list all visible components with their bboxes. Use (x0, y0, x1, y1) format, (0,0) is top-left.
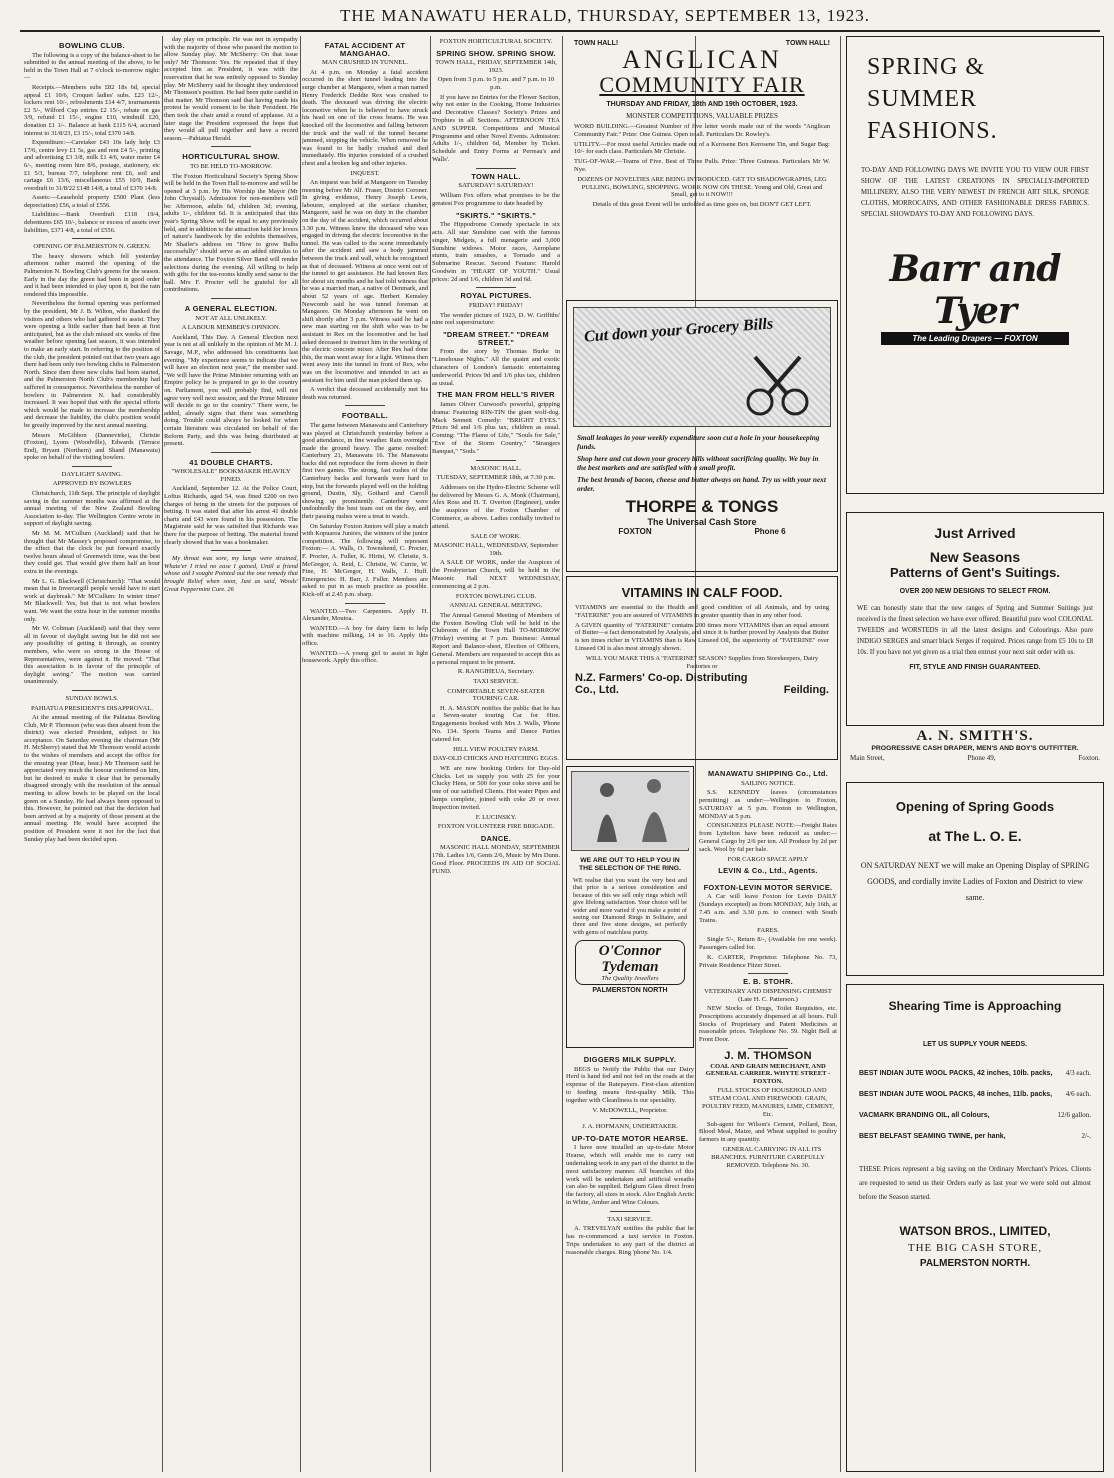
diggers-heading: DIGGERS MILK SUPPLY. (583, 1055, 677, 1064)
column-1 (24, 36, 160, 1472)
football-heading: FOOTBALL. (341, 411, 389, 421)
poultry-farm-heading: HILL VIEW POULTRY FARM. (453, 745, 539, 753)
fair-dates: THURSDAY AND FRIDAY, 18th AND 19th OCTOBER, 1923. (606, 101, 798, 108)
watson-tag: THE BIG CASH STORE, (907, 1242, 1043, 1254)
barr-tyer-tag: The Leading Drapers — FOXTON (881, 332, 1069, 345)
article-paragraph: Mr M. M. M'Cullum (Auckland) said that he thought that Mr Massey's proposed compromise, to the effect that the clock be put forward exactly twelve hours ahead of Greenwich time, was the best they could get. That would give them half an hour extra in the evenings. (24, 530, 160, 575)
notice-paragraph: The Annual General Meeting of Members of the Foxton Bowling Club will be held in the Clubroom of the Town Hall TO-MORROW (Friday) evening at 7 p.m. Business: Annual Report and Balance-sheet, Election of Officers, General. Members are requested to accept this as a personal request to be present. (432, 611, 560, 666)
column-3 (302, 36, 428, 1472)
royal-pictures-heading: ROYAL PICTURES. (460, 291, 532, 301)
town-hall-heading: TOWN HALL. (471, 171, 521, 181)
divider (610, 1118, 650, 1119)
article-paragraph: Auckland, September 12. At the Police Court, Loftus Richards, aged 54, was fined £200 on two charges of being in the streets for the purposes of betting. It was stated that after his arrest 41 double charts and £43 were found in his possession. The Magistrate said he was satisfied that Richards was there for the purpose of betting. The material found clearly showed that he was a bookmaker. (164, 485, 298, 546)
notice-paragraph: BEGS to Notify the Public that our Dairy Herd is hand fed and not fed on the roads at the expense of the Ratepayers. First-class attention to feeding means first-quality Milk. This together with Cleanliness is our speciality. (566, 1065, 694, 1104)
thorpe-line: Shop here and cut down your grocery bills without sacrificing quality. We buy in the best markets and are satisfied with a small profit. (577, 454, 819, 472)
article-paragraph: day play on principle. He was not in sympathy with the majority of those who passed the motion to allow Sunday play. Mr McSherry: On that issue only? Mr Thomson: Yes. He repeated that if they accepted him as President, it was with the reservation that he was entirely opposed to Sunday play. Mr McSherry said he thought they understood Mr Thomson's position. He had been quite candid in that matter. Mr Thomson said that having made his protest he would consent to be their President. He then took the chair amid a round of applause. At a later stage the President expressed the hope that they would all pull together and have a record season.—Pahiatua Herald. (164, 36, 298, 142)
loe-line2: at The L. O. E. (928, 828, 1022, 844)
price-row (859, 1066, 1091, 1081)
taxi-heading: TAXI SERVICE. (607, 1215, 653, 1223)
stohr-subheading: VETERINARY AND DISPENSING CHEMIST (Late H. C. Patterson.) (704, 987, 832, 1003)
article-paragraph: Receipts.—Members subs £82 18s 6d, special appeal £1 10/6, Croquet ladies' subs. £23 12/-, lockers rent 10/-, refreshments £14 4/7, tournaments £2 5/-, Wilford Cup entries £2 15/-, rebate on gas 3/9, refund £1 15/-, engine £10, windmill £20, donation £1 1/-. Balance at bank £115 6/4, accrued interest to 31/8/23, £3 15/-, total £370 14/8. (24, 83, 160, 137)
divider (72, 690, 112, 691)
grocery-banner: Cut down your Grocery Bills (583, 315, 774, 346)
election-subheading-2: A LABOUR MEMBER'S OPINION. (181, 324, 281, 332)
article-paragraph: Christchurch, 11th Sept. The principle of daylight saving in the summer months was affirmed at the annual meeting of the New Zealand Bowling Association to-day. The Wellington Centre wrote in support of daylight saving. (24, 490, 160, 528)
dance-heading: DANCE. (480, 833, 512, 843)
divider (72, 466, 112, 467)
article-paragraph: An inquest was held at Mangaore on Tuesday morning before Mr Alf. Fraser, District Coroner. In giving evidence, Henry Joseph Lewis, labourer, employed at the surface chamber, Mangaore, said he was on duty in the chamber on the day of the accident, which occurred about 3.30 p.m. Witness knew the deceased who was engaged in driving the electric locomotive in the tunnel. He was called to the scene immediately after the accident and saw a body jammed between the truck and wall, which he recognised as that of deceased. Witness at once went out of the tunnel to get assistance. He had known Rex for about six months and he had told witness that he was a married man, a native of Denmark, and about 52 years of age. Herbert Kemsley Newcomb said he was tunnel foreman at Mangaore. On Monday afternoon he went on shift shortly after 3 p.m. Witness said he had a new man starting on the shift who was to be assistant to Rex on the locomotive and he had asked deceased to instruct him in the working of the electric concrete mixer. After Rex had done this, the man went away for a light. Witness then went away into the tunnel in front of Rex, who was on the locomotive and intended to act as assistant for him until the man picked them up. (302, 179, 428, 384)
signature: R. RANGIHEUA, Secretary. (457, 668, 535, 676)
fair-title-line2: COMMUNITY FAIR (599, 72, 805, 97)
price-row (859, 1108, 1091, 1123)
feilding-label: Feilding. (783, 684, 829, 697)
election-heading: A GENERAL ELECTION. (184, 304, 278, 313)
taxi-service-subheading: COMFORTABLE SEVEN-SEATER TOURING CAR. (447, 687, 545, 703)
article-paragraph: On Saturday Foxton Juniors will play a match with Kopuaroa Juniors, the winners of the junior competition. The following will represent Foxton:— A. Walls, O. Townshend, C. Procter, F. Procter, A. Fuller, K. Hirini, W. Christie, S. McGregor, A. Reid, L. Christie, W. Currie, W. Fine, H. McGregor, H. Walls, J. Huff. Emergencies: H. Barr, J. Fuller. Members are asked to put in as much practice as possible. Kick-off at 2.45 p.m. sharp. (302, 522, 428, 598)
fire-brigade-heading: FOXTON VOLUNTEER FIRE BRIGADE. (437, 823, 555, 831)
smith-paragraph: WE can honestly state that the new ranges of Spring and Summer Suitings just received is the finest selection we have ever offered. Beautiful pure wool COLONIAL TWEEDS and WORSTEDS in all the latest designs and Colourings. Also pure INDIGO SERGES and smart black Serges if required. Prices range from £5 10s to £8 10s. If you have not yet given us a trial then entrust your next suit order with us. (857, 605, 1093, 656)
smith-footer (846, 728, 1104, 778)
notice-paragraph: James Oliver Curwood's powerful, gripping drama: Featuring RIN-TIN the giant wolf-dog. Mack Sennett Comedy: "BRIGHT EYES." Prices 9d and 1/6 plus tax, children as usual. Coming: "The Flame of Life," "Souls for Sale," "Eve of the Storm Country," "Strangers Banquet," "Sods." (432, 401, 560, 455)
notice-paragraph: Single 5/-, Return 8/-, (Available for one week). Passengers called for. (699, 936, 837, 951)
poultry-farm-subheading: DAY-OLD CHICKS AND HATCHING EGGS. (433, 755, 559, 763)
divider (748, 879, 788, 880)
fair-title-line1: ANGLICAN (622, 45, 782, 74)
notice-paragraph: S.S. KENNEDY leaves (circumstances permitting) as under:—Wellington to Foxton, SATURDAY at 5 p.m. Foxton to Wellington, MONDAY at 5 p.m. (699, 789, 837, 820)
article-paragraph: The game between Manawatu and Canterbury was played at Christchurch yesterday before a good attendance, in fine weather. Rain overnight made the ground heavy. The game resulted: Canterbury 21, Manawatu 16. The Manawatu backs did not reproduce the form shown in their first two games. The strong, fast rushes of the Canterbury backs and forwards were hard to stop, but the forwards played well on the holding ground, Dustin, Sly, Gothard and Carroll showing up prominently. Canterbury were undoubtedly the best team out on the day, and their passing rushes were a treat to watch. (302, 421, 428, 521)
right-notices (699, 766, 837, 1472)
election-subheading: NOT AT ALL UNLIKELY. (195, 314, 267, 322)
price-item: BEST INDIAN JUTE WOOL PACKS, 48 inches, 11lb. packs, (859, 1091, 1053, 1098)
column-rule (430, 36, 431, 1472)
taxi-service-heading: TAXI SERVICE. (473, 677, 519, 685)
column-rule (162, 36, 163, 1472)
loe-paragraph: ON SATURDAY NEXT we will make an Opening Display of SPRING GOODS, and cordially invite Ladies of Foxton and District to view same. (860, 861, 1090, 902)
smith-ad (846, 512, 1104, 726)
column-rule (840, 36, 841, 1472)
article-paragraph: Mr W. Coltman (Auckland) said that they were all in favour of daylight saving but he did not see any possibility of getting it through, as country members, who were so strong in the House of Representatives, were against it. He moved: "That this association is in favour of the principle of daylight saving." The motion was carried unanimously. (24, 625, 160, 686)
notice-paragraph: William Fox offers what promises to be the greatest Fox programme to date headed by (432, 191, 560, 207)
fit-style-line: FIT, STYLE AND FINISH GUARANTEED. (909, 664, 1041, 671)
fair-competitions: MONSTER COMPETITIONS, VALUABLE PRIZES (626, 112, 778, 120)
palmerston-heading: OPENING OF PALMERSTON N. GREEN. (33, 243, 151, 251)
smith-town: Foxton. (1078, 754, 1100, 762)
gents-suitings: Patterns of Gent's Suitings. (890, 565, 1060, 580)
needs-line: LET US SUPPLY YOUR NEEDS. (922, 1041, 1028, 1048)
classified-wanted: WANTED.—Two Carpenters. Apply H. Alexander, Moutoa. (302, 607, 428, 623)
smith-tag: PROGRESSIVE CASH DRAPER, MEN'S AND BOY'S OUTFITTER. (871, 745, 1079, 752)
notice-paragraph: From the story by Thomas Burke in "Limehouse Nights." All the quaint and exotic characters of London's fantastic entertaining underworld. Prices 9d and 1/6 plus tax, children as usual. (432, 348, 560, 387)
masthead-rule (20, 30, 1100, 32)
thorpe-line: The best brands of bacon, cheese and butter always on hand. Try us with your next order. (577, 475, 826, 493)
divider (211, 452, 251, 453)
designs-line: OVER 200 NEW DESIGNS TO SELECT FROM. (899, 588, 1051, 595)
town-hall-right: TOWN HALL! (785, 40, 830, 47)
price-value: 4/3 each. (1065, 1069, 1091, 1077)
jewellers-tag: The Quality Jewellers (601, 975, 659, 983)
fair-paragraph: DOZENS OF NOVELTIES ARE BEING INTRODUCED. GET TO SHADOWGRAPHS, LEG PULLING, BOWLING, SHOPPING. WORK NOW ON THESE. Young and Old, Great and Small, get to it NOW!!! (577, 175, 827, 199)
column-4 (432, 36, 560, 1472)
sale-of-work-date: MASONIC HALL, WEDNESDAY, September 19th. (433, 542, 559, 557)
spring-show-heading: SPRING SHOW. SPRING SHOW. (436, 48, 556, 58)
vitamins-paragraph: VITAMINS are essential to the Health and good condition of all Animals, and by using "FATERINE" you are assured of VITAMINS in greater quantity than in any other food. (575, 604, 829, 619)
article-paragraph: The heavy showers which fell yesterday afternoon rather marred the opening of the Palmerston N. Bowling Club's greens for the season. Early in the day the green had been in good order and it had been intended to play upon it, but the rain rendered this impossible. (24, 252, 160, 298)
spring-show-date: TOWN HALL, FRIDAY, SEPTEMBER 14th, 1923. (435, 59, 557, 74)
grocery-illustration (573, 307, 831, 427)
fair-paragraph: WORD BUILDING.—Greatest Number of five letter words made out of the words "Anglican Community Fair." Prize: One Guinea. Open to all. Particulars Dr. Rowley's. (574, 123, 830, 138)
smith-phone: Phone 49, (967, 754, 996, 762)
watson-paragraph: THESE Prices represent a big saving on the Ordinary Merchant's Prices. Clients are requested to send us their Orders early as last year we were sold out almost before the Season started. (859, 1165, 1091, 1201)
divider (476, 168, 516, 169)
hells-river-title: THE MAN FROM HELL'S RIVER (437, 390, 555, 400)
signature: F. LUCINSKY. (475, 813, 517, 821)
notice-paragraph: WE are now booking Orders for Day-old Chicks. Let us supply you with 25 for your Clucky Hens, or 500 for your coke stove and be one of our satisfied Clients. Hot water Pipes and lamps complete, joined with coke 20 or over. Inspection invited. (432, 764, 560, 811)
article-paragraph: Messrs McGibbon (Dannevirke), Christie (Foxton), Lyons (Woodville), Edwards (Terrace End), Bryant (Northern) and Shand (Manawatu) spoke on behalf of the visiting bowlers. (24, 431, 160, 462)
divider (748, 973, 788, 974)
daylight-heading: DAYLIGHT SAVING. (61, 470, 123, 478)
notice-paragraph: The Hippodrome Comedy spectacle in six acts. All star Sunshine cast with the famous singer, Midgets, a full menagerie and 3,000 Sunshine widows. Motor races, Aeroplane stunts, train smashes, a Tornado and a Submarine Rescue. Second Feature: Harold Goodwin in "HEART OF YOUTH." Usual prices: 2d and 1/6, children 3d and 6d. (432, 221, 560, 283)
price-row (859, 1087, 1091, 1102)
ring-paragraph: WE realise that you want the very best and that price is a serious consideration and because of this we sell only rings which will give lifelong satisfaction. Your choice will be wider and more varied if you make a point of seeing our Diamond Rings in Solitaire, and three and five stone designs, set perfectly with gems of matchless purity. (573, 877, 687, 936)
ring-headline: WE ARE OUT TO HELP YOU IN THE SELECTION OF THE RING. (579, 857, 681, 872)
article-paragraph: Liabilities:—Bank Overdraft £118 19/4, debentures £65 10/-, balance or excess of assets over liabilities, £371 4/8, a total of £556. (24, 211, 160, 234)
article-paragraph: Assets:—Leasehold property £500 Plant (less depreciation) £56, a total of £556. (24, 194, 160, 209)
price-item: BEST BELFAST SEAMING TWINE, per hank, (859, 1133, 1006, 1140)
divider (211, 550, 251, 551)
double-charts-subheading: "WHOLESALE" BOOKMAKER HEAVILY FINED. (171, 468, 291, 483)
price-item: VACMARK BRANDING OIL, all Colours, (859, 1112, 990, 1119)
divider (476, 460, 516, 461)
notice-paragraph: FULL STOCKS OF HOUSEHOLD AND STEAM COAL AND FIREWOOD. GRAIN, POULTRY FEED, MANURES, LIME, CEMENT, Etc. (702, 1087, 834, 1118)
notice-paragraph: GENERAL CARRYING IN ALL ITS BRANCHES. FURNITURE CAREFULLY REMOVED. Telephone No. 30. (711, 1146, 825, 1169)
article-paragraph: At 4 p.m. on Monday a fatal accident occurred in the short tunnel leading into the surge chamber at Mangaore, when a man named Henry Frederick Deddie Rex was crushed to death. The deceased was driving the electric locomotive when he is believed to have struck his head on one of the cross beams. He was knocked off the locomotive and falling between the truck and the wall of the tunnel became jammed, stopping the vehicle. When removed he was found to be badly crushed and died immediately. His injuries consisted of a crushed chest and a broken leg and other injuries. (302, 68, 428, 167)
article-paragraph: Expenditure:—Caretaker £43 10s lady help £3 17/6, centre levy £1 5s, gas and rent £4 5/-, printing and advertising £3 3/8, milk £1 4/6, water meter £4 6/-, meeting room hire 8/6, postage, stationery, etc £1 5/3, bureau 7/7, telephone rent £6, soil and cartage £6 13/6, miscellaneous £55 10/9, Bank overdraft to 31/8/22 £148 14/8, a total of £370 14/8. (24, 139, 160, 192)
bowling-club-heading: BOWLING CLUB. (59, 41, 125, 50)
article-paragraph: Nevertheless the formal opening was performed by the president, Mr J. B. Wilton, who thanked the visitors and others who had gathered to assist. They were opening a little earlier than had been at first anticipated, but as the club missed six weeks of fine weather before opening last season, it was intended to make an early start. In referring to the position of the club, the president pointed out that two years ago there had been only two bowling clubs in Palmerston North. Since then three new clubs had been started, and the Palmerston North Club's membership had suffered in consequence. Nevertheless the number of bowlers in Palmerston N. had considerably increased. It was hoped that with the special efforts which would be made to increase the membership and decrease the liability, the club's position would be greatly improved by the next annual meeting. (24, 300, 160, 429)
masonic-hall-heading: MASONIC HALL. (470, 464, 522, 472)
motor-service-heading: FOXTON-LEVIN MOTOR SERVICE. (703, 882, 833, 892)
fashion-line2: SUMMER (867, 86, 978, 112)
shipping-heading: MANAWATU SHIPPING Co., Ltd. (707, 769, 829, 778)
barr-tyer-logo: Barr and Tyer (889, 248, 1061, 332)
friday-label: FRIDAY! FRIDAY! (469, 302, 523, 310)
notice-paragraph: A Car will leave Foxton for Levin DAILY (Sundays excepted) as from MONDAY, July 16th, at 7.45 a.m. and 3.30 p.m. to connect with South Trains. (699, 893, 837, 924)
smith-street: Main Street, (850, 754, 885, 762)
thorpe-town: FOXTON (618, 527, 652, 536)
article-paragraph: Auckland, This Day. A General Election next year is not at all unlikely in the opinion of Mr M. J. Savage, M.P., who addressed his constituents last evening. "My experience seems to indicate that we will have an election next year," the member said. "We will have the Prime Minister returning with an Empire policy he is prepared to go to the country on. Parliament, you will probably find, will not agree very well next session, and the Prime Minister will decide to go to the country." There were, he added, already signs that there was something doing. Trouble could always be looked for when certain literature was circulated on behalf of the Reform Party, and this was being distributed at present. (164, 333, 298, 448)
new-seasons: New Seasons (929, 549, 1021, 565)
foxton-bowling-heading: FOXTON BOWLING CLUB. (455, 592, 537, 600)
cargo-label: FOR CARGO SPACE APPLY (727, 855, 809, 863)
watson-city: PALMERSTON NORTH. (919, 1258, 1031, 1269)
price-value: 12/6 gallon. (1057, 1111, 1091, 1119)
notice-paragraph: CONSIGNEES PLEASE NOTE:—Freight Rates from Lyttelton have been reduced as under:—General Cargo by 2/6 per ton. All Produce by 2d per sack. Wool by 6d per bale. (699, 822, 837, 853)
peppermint-poem: My throat was sore, my lungs were strained, Whate'er I tried no ease I gained, Until a friend whose aid I sought Pointed out the one remedy that brought Relief when soon, Just as said, Woods' Great Peppermint Cure. 26 (164, 555, 298, 593)
watson-name: WATSON BROS., LIMITED, (899, 1224, 1051, 1238)
spring-fashions-ad (846, 36, 1104, 494)
oconnor-tydeman-ad (566, 766, 694, 1048)
shearing-heading: Shearing Time is Approaching (888, 999, 1062, 1013)
watson-ad (846, 984, 1104, 1472)
thorpe-line: Small leakages in your weekly expenditure soon cut a hole in your housekeeping funds. (577, 433, 820, 451)
stohr-heading: E. B. STOHR. (743, 977, 793, 987)
notice-paragraph: If you have no Entries for the Flower Section, why not enter in the Cooking, Home Industries and Decorative Classes? Society's Prizes and Trophies in all Sections. AFTERNOON TEA AND SUPPER. Competitions and Musical Programme and other Novel Events. Admission: Adults 1/-, children 6d, Member by Ticket. Schedule and Entry Forms at Perreau's and Walls'. (432, 93, 560, 163)
levin-agents: LEVIN & Co., Ltd., Agents. (718, 866, 818, 876)
column-rule (300, 36, 301, 1472)
column-rule (562, 36, 563, 1472)
divider (610, 1211, 650, 1212)
notice-paragraph: Addresses on the Hydro-Electric Scheme will be delivered by Messrs G. A. Monk (Chairman), Alex Ross and H. T. Overton (Engineer), under the auspices of the Foxton Chamber of Commerce, as above. Ladies cordially invited to attend. (432, 483, 560, 530)
divider (72, 238, 112, 239)
hofmann-heading: J. A. HOFMANN, UNDERTAKER. (582, 1123, 678, 1131)
price-row (859, 1129, 1091, 1144)
column-2 (164, 36, 298, 1472)
fair-paragraph: UTILITY.—For most useful Articles made out of a Kerosene Box Kerosene Tin, and Sugar Bag: 10/- for each class. Particulars Mr Christie. (574, 140, 830, 156)
signature: V. McDOWELL, Proprietor. (592, 1106, 668, 1114)
thorpe-name: THORPE & TONGS (625, 497, 779, 516)
classified-wanted: WANTED.—A young girl to assist in light housework. Apply this office. (302, 649, 428, 665)
vitamins-paragraph: A GIVEN quantity of "FATERINE" contains 200 times more VITAMINS than an equal amount of Butter—a fact demonstrated by Analysis, and since it is further proved by Analysis that Butter is ten times richer in VITAMINS than is Raw Linseed Oil, the superiority of "FATERINE" over Linseed Oil is also most strongly shown. (575, 621, 829, 652)
tydeman-logo: Tydeman (601, 959, 659, 976)
double-charts-heading: 41 DOUBLE CHARTS. (189, 457, 273, 467)
fashion-line1: SPRING & (867, 54, 986, 80)
oconnor-logo: O'Connor (598, 943, 662, 960)
thomson-heading: J. M. THOMSON (724, 1050, 812, 1063)
notice-paragraph: NEW Stocks of Drugs, Toilet Requisites, etc. Prescriptions accurately dispensed at all hours. Full Stocks of Proprietary and Patent Medicines at reasonable prices. Telephone No. 59. Night Bell at Front Door. (699, 1005, 837, 1044)
left-notices (566, 1052, 694, 1472)
saturday-label: SATURDAY! SATURDAY! (458, 182, 534, 190)
divider (345, 405, 385, 406)
fatal-accident-heading: FATAL ACCIDENT AT MANGAHAO. (324, 41, 406, 58)
article-paragraph: Mr L. G. Blackwell (Christchurch): "That would mean that in Invercargill people would have to start work at daybreak." Mr M'Cullum: In winter time? Mr Blackwell: Yes, but that is not what bowlers want. We want the extra hour in the summer months only. (24, 577, 160, 623)
anglican-fair-ad (566, 36, 838, 296)
thorpe-tag: The Universal Cash Store (647, 517, 757, 527)
oconnor-city: PALMERSTON NORTH (592, 987, 668, 995)
divider (748, 1048, 788, 1049)
horticultural-heading: HORTICULTURAL SHOW. (182, 152, 280, 162)
daylight-subheading: APPROVED BY BOWLERS (52, 480, 132, 488)
fair-paragraph: TUG-OF-WAR.—Teams of Five. Best of Three Pulls. Prize: Three Guineas. Particulars Mr W. Nye. (574, 158, 830, 173)
thorpe-phone: Phone 6 (754, 527, 786, 536)
fatal-accident-subheading: MAN CRUSHED IN TUNNEL. (322, 59, 408, 67)
hort-society-heading: FOXTON HORTICULTURAL SOCIETY. (439, 38, 553, 45)
article-paragraph: The Foxton Horticultural Society's Spring Show will be held in the Town Hall to-morrow and will be opened at 3 p.m. by His Worship the Mayor (Mr John Chrystall). Admission for non-members will be: Afternoon, adults 6d, children 3d; evening, adults 1/-, children 6d. It is anticipated that this year's Spring Show will be equal to any previously held, and in addition to the attraction held for lovers of nature's handiwork by the exhibits themselves, Mr Shailer's address on "How to grow Bulbs successfully" should serve as an added stimulus to the attendance. The Foxton Silver Band will render selections during the evening. All willing to help with gifts for the tea-rooms kindly send same to the hall. Mrs F. Procter will be grateful for all contributions. (164, 172, 298, 294)
price-value: 2/-. (1081, 1132, 1091, 1140)
ring-illustration (571, 771, 689, 851)
sailing-notice-heading: SAILING NOTICE. (741, 779, 795, 787)
motor-hearse-heading: UP-TO-DATE MOTOR HEARSE. (571, 1133, 689, 1143)
price-item: BEST INDIAN JUTE WOOL PACKS, 42 inches, 10lb. packs, (859, 1070, 1053, 1077)
vitamins-ad (566, 576, 838, 760)
spring-show-hours: Open from 3 p.m. to 5 p.m. and 7 p.m. to 10 p.m. (437, 76, 555, 91)
article-paragraph: The following is a copy of the balance-sheet to be submitted to the annual meeting of the above, to be held in the Town Hall at 7 o'clock to-morrow night:— (24, 51, 160, 82)
scissors-illustration-icon (740, 352, 820, 422)
masthead: THE MANAWATU HERALD, THURSDAY, SEPTEMBER 13, 1923. (340, 6, 871, 25)
loe-line1: Opening of Spring Goods (895, 799, 1055, 814)
foxton-bowling-subheading: ANNUAL GENERAL MEETING. (449, 602, 543, 610)
vitamins-title: VITAMINS IN CALF FOOD. (621, 585, 783, 600)
sale-of-work-heading: SALE OF WORK. (471, 532, 521, 540)
notice-paragraph: A SALE OF WORK, under the Auspices of the Presbyterian Church, will be held in the Masonic Hall NEXT WEDNESDAY, commencing at 2 p.m. (432, 559, 560, 590)
notice-paragraph: I have now installed an up-to-date Motor Hearse, which will enable me to carry out undertaking work in any part of the district in the most satisfactory manner. All branches of this work will be undertaken and artificial wreaths can also be supplied. Belgium Glass direct from the factory, all sizes in stock. Also English Arctic in White, Amber and Wine Colours. (566, 1144, 694, 1206)
masonic-date: TUESDAY, SEPTEMBER 18th, at 7.30 p.m. (436, 474, 556, 482)
vitamins-paragraph: WILL YOU MAKE THIS A "FATERINE" SEASON? Supplies from Storekeepers, Dairy Factories or (585, 654, 819, 670)
thomson-subheading: COAL AND GRAIN MERCHANT, AND GENERAL CARRIER. WHYTE STREET - FOXTON. (705, 1062, 831, 1085)
dream-street-title: "DREAM STREET." "DREAM STREET." (443, 330, 549, 347)
divider (345, 603, 385, 604)
article-paragraph: A verdict that deceased accidentally met his death was returned. (302, 386, 428, 401)
just-arrived: Just Arrived (934, 525, 1016, 541)
thorpe-tongs-ad (566, 300, 838, 572)
price-value: 4/6 each. (1065, 1090, 1091, 1098)
horticultural-subheading: TO BE HELD TO-MORROW. (190, 162, 272, 170)
sunday-bowls-subheading: PAHIATUA PRESIDENT'S DISAPPROVAL. (31, 704, 153, 712)
sunday-bowls-heading: SUNDAY BOWLS. (65, 694, 119, 702)
notice-paragraph: K. CARTER, Proprietor. Telephone No. 73, Private Residence Fitzer Street. (699, 953, 837, 969)
smith-name: A. N. SMITH'S. (916, 728, 1034, 744)
town-hall-left: TOWN HALL! (574, 40, 619, 47)
notice-paragraph: MASONIC HALL MONDAY, SEPTEMBER 17th. Ladies 1/6, Gents 2/6, Music by Mrs Dunn. Good Floor. PROCEEDS IN AID OF SOCIAL FUND. (432, 844, 560, 875)
fashion-paragraph: TO-DAY AND FOLLOWING DAYS WE INVITE YOU TO VIEW OUR FIRST SHOW OF THE LATEST CREATIONS IN SPECIALLY-IMPORTED MILLINERY, ALSO THE VERY NEWEST IN FRENCH ART SILK, SPONGE CLOTHS, MORROCAINS, AND OTHER FASHIONABLE DRESS FABRICS. SPECIAL SHOWDAYS TO-DAY AND FOLLOWING DAYS. (861, 167, 1089, 218)
notice-paragraph: A. TREVELYAN notifies the public that he has re-commenced a taxi service in Foxton. Trips undertaken to any part of the district at reasonable charges. Ring 'phone No. 1/4. (566, 1225, 694, 1256)
nz-farmers-name: N.Z. Farmers' Co-op. Distributing Co., Ltd. (575, 672, 748, 697)
fares-heading: FARES. (757, 926, 779, 934)
divider (211, 298, 251, 299)
fair-paragraph: Details of this great Event will be unfolded as time goes on, but DON'T GET LEFT. (592, 201, 812, 209)
divider (476, 287, 516, 288)
skirts-title: "SKIRTS." "SKIRTS." (455, 210, 537, 220)
article-paragraph: At the annual meeting of the Pahiatua Bowling Club, Mr P. Thomson (who was then absent from the district) was elected President, subject to his acceptance. On Saturday evening the chairman (Mr H. McSherry) stated that Mr Thomson would accede to the wishes of members and accept the office for the ensuing year (Hear, hear.) Mr Thomson said he appreciated very much the honour conferred on him, but he desired to make it clear that he personally disagreed strongly with the resolution of the annual meeting to allow bowls to be played on the local green on a Sunday. He had always been opposed to this. However, he pointed out that the decision had been arrived at by a majority of those present at the annual meeting. He would have accepted the position of President were it not for the fact that Sunday play had been decided upon. (24, 714, 160, 843)
loe-ad (846, 782, 1104, 976)
figures-illustration-icon (572, 772, 690, 848)
notice-paragraph: H. A. MASON notifies the public that he has a Seven-seater touring Car for Hire. Engagements booked with Mrs J. Walls, 'Phone No. 134. Sports Teams and Dance Parties catered for. (432, 704, 560, 743)
notice-paragraph: The wonder picture of 1923, D. W. Griffiths' nine reel superstructure: (432, 311, 560, 327)
notice-paragraph: Sub-agent for Wilson's Cement, Pollard, Bran, Blood Meal, Maize, and Wheat supplied to poultry farmers in any quantity. (699, 1120, 837, 1144)
divider (211, 146, 251, 147)
inquest-heading: INQUEST. (350, 169, 380, 177)
fashion-line3: FASHIONS. (867, 118, 998, 144)
classified-wanted: WANTED.—A boy for dairy farm to help with machine milking, 14 to 16. Apply this office. (302, 624, 428, 647)
